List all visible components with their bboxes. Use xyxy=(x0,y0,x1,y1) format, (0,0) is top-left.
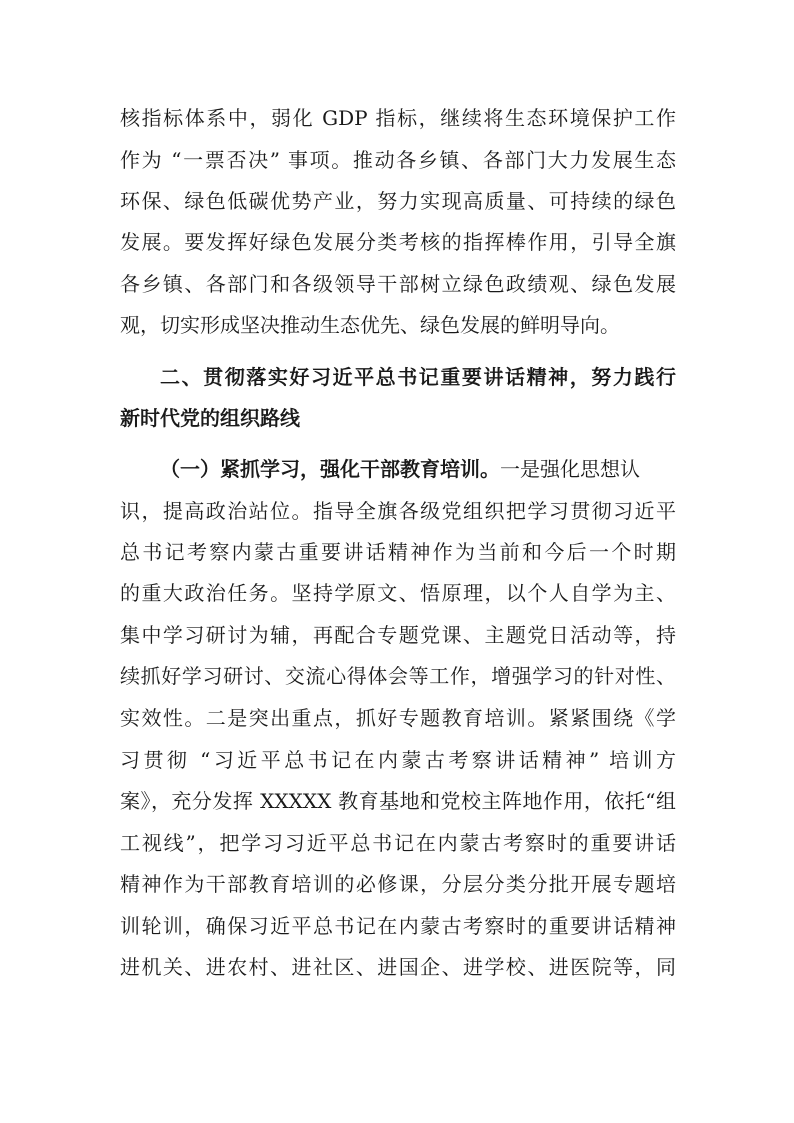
paragraph-line: 工视线”，把学习习近平总书记在内蒙古考察时的重要讲话 xyxy=(120,831,676,855)
section-heading: 二、贯彻落实好习近平总书记重要讲话精神，努力践行 xyxy=(160,365,676,389)
paragraph-line: 发展。要发挥好绿色发展分类考核的指挥棒作用，引导全旗 xyxy=(120,230,676,254)
paragraph-line: 实效性。二是突出重点，抓好专题教育培训。紧紧围绕《学 xyxy=(120,706,676,730)
paragraph-line: 作为 “一票否决” 事项。推动各乡镇、各部门大力发展生态 xyxy=(120,148,676,172)
paragraph-line: 核指标体系中，弱化 GDP 指标，继续将生态环境保护工作 xyxy=(120,106,676,130)
paragraph-first-line xyxy=(160,454,676,484)
paragraph-text: 一是强化思想认 xyxy=(500,457,640,481)
paragraph-line: 识，提高政治站位。指导全旗各级党组织把学习贯彻习近平 xyxy=(120,499,676,523)
paragraph-line: 习贯彻 “习近平总书记在内蒙古考察讲话精神” 培训方 xyxy=(120,748,676,772)
paragraph-line: 的重大政治任务。坚持学原文、悟原理，以个人自学为主、 xyxy=(120,581,676,605)
paragraph-line: 观，切实形成坚决推动生态优先、绿色发展的鲜明导向。 xyxy=(120,313,620,337)
paragraph-line: 续抓好学习研讨、交流心得体会等工作，增强学习的针对性、 xyxy=(120,664,676,688)
paragraph-line: 精神作为干部教育培训的必修课，分层分类分批开展专题培 xyxy=(120,872,676,896)
paragraph-line: 环保、绿色低碳优势产业，努力实现高质量、可持续的绿色 xyxy=(120,189,676,213)
paragraph-line: 训轮训，确保习近平总书记在内蒙古考察时的重要讲话精神 xyxy=(120,914,676,938)
paragraph-line: 集中学习研讨为辅，再配合专题党课、主题党日活动等，持 xyxy=(120,623,676,647)
paragraph-line: 总书记考察内蒙古重要讲话精神作为当前和今后一个时期 xyxy=(120,540,676,564)
paragraph-line: 案》，充分发挥 XXXXX 教育基地和党校主阵地作用，依托“组 xyxy=(120,789,676,813)
section-heading: 新时代党的组织路线 xyxy=(120,406,300,430)
paragraph-line: 进机关、进农村、进社区、进国企、进学校、进医院等，同 xyxy=(120,955,676,979)
paragraph-line: 各乡镇、各部门和各级领导干部树立绿色政绩观、绿色发展 xyxy=(120,272,676,296)
subsection-title: （一）紧抓学习，强化干部教育培训。 xyxy=(160,457,500,481)
